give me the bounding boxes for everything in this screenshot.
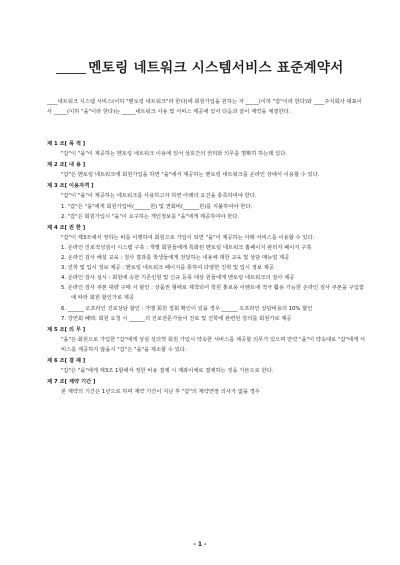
article-list-item: 3. 진학 및 입시 정보 제공 : 멘토링 네트워크 페이지를 통하여 다양한 진학 및 입시 정보 제공 bbox=[61, 265, 274, 272]
article-paragraph: 본 계약의 기간은 1년으로 하며 계약 기간이 지난 후 "갑"의 계약연장 의사가 없을 경우 bbox=[61, 389, 260, 396]
article-paragraph: "갑"은 "을"에게 제3조 1항에서 정한 비용 결제 시 계좌이체로 결제하는 것을 기본으로 한다. bbox=[61, 368, 274, 375]
articles-section bbox=[47, 138, 366, 397]
article-list-item: 2. "갑"은 회원가입시 "을"이 요구하는 개인정보를 "을"에게 제공하여야 한다. bbox=[61, 213, 240, 220]
article-paragraph: "갑"은 멘토링 네트워크에 회원가입을 하면 "을"에서 제공하는 멘토링 네트워크를 온라인 상에서 이용할 수 있다. bbox=[61, 172, 320, 179]
article-heading: 제 6 조[ 결 제 ] bbox=[47, 357, 86, 364]
document-title bbox=[0, 56, 400, 76]
article-heading: 제 1 조[ 목 적 ] bbox=[47, 141, 86, 147]
page-number: - 1 - bbox=[193, 541, 207, 548]
article-list-item: 6. ______ 오프라인 진로상담 할인 : 가맹 회원 정회 확인이 있을 경우 ______ 오프라인 상담비용의 10% 할인 bbox=[61, 305, 313, 312]
article-heading: 제 4 조[ 권 한 ] bbox=[47, 224, 86, 231]
article-heading: 제 3 조[ 이용자격 ] bbox=[47, 183, 94, 190]
article-list-item: 1. 온라인 진로적성검사 시스템 구축 : 개별 회원들에게 특화된 멘토링 네트워크 홈페이지 관리자 페이지 구축 bbox=[61, 244, 312, 251]
article-heading: 제 2 조[ 내 용 ] bbox=[47, 162, 86, 169]
article-paragraph: "갑"이 "을"이 제공하는 네트워크를 사용하고자 하면 아래의 요건을 충족하여야 한다. bbox=[61, 193, 257, 200]
article-list-item: 4. 온라인 검사 실시 : 회원에 속한 기존인원 및 신규 등록 대상 원들에게 멘토링 네트워크의 검사 제공 bbox=[61, 275, 295, 282]
article-list-item: 2. 온라인 검사 해설 교육 : 검사 결과를 학생들에게 전달하는 내용에 대한 교육 및 상담 매뉴얼 제공 bbox=[61, 255, 290, 262]
article-heading: 제 5 조[ 의 무 ] bbox=[47, 326, 86, 333]
article-paragraph: "을"은 회원으로 가입한 "갑"에게 성심 성의껏 회원 가입시 약속한 서비스를 제공할 의무가 있으며 만약 "을"이 약속대로 "갑"에게 서비스를 제공하지 않을시 "갑"은 "을"을 제소할 수 있다. bbox=[61, 336, 365, 353]
article-heading: 제 7 조[ 계약 기간 ] bbox=[47, 379, 96, 386]
article-paragraph: "갑"이 "을"이 제공하는 멘토링 네트워크 이용에 있어 상호간의 권리와 의무를 명확히 하는데 있다. bbox=[61, 151, 288, 158]
title-blank bbox=[56, 61, 86, 74]
title-text: 멘토링 네트워크 시스템서비스 표준계약서 bbox=[88, 60, 344, 76]
intro-paragraph: ____네트워크 시스템 서비스(이하 "멘토링 네트워크"라 한다)에 회원가입을 원하는 자 _____(이하 "갑"이라 한다)와 ____주식회사 대표이사 _____(이하 "을"이라 한다)는 _____네트워크 사용 및 서비스 제공에 있어 다음과 같이 계약을 체결한다. bbox=[47, 99, 362, 115]
article-list-item: 5. 온라인 검사 쿠폰 대량 구매 시 할인 : 상품권 형태로 제작되어 학원 홍보용 이벤트에 적극 활용 가능한 온라인 검사 쿠폰을 구입함에 따라 회원 할인가로 제공 bbox=[61, 285, 365, 302]
article-list-item: 7. 강연회 혜택: 회원 요청 시 ______의 진로전문가들이 진로 및 진학에 관련된 강의를 회원가로 제공 bbox=[61, 315, 292, 322]
article-paragraph: "갑"이 제3조에서 정하는 바를 이행하여 회원으로 가입이 되면 "을"이 제공하는 아래 서비스를 이용할 수 있다. bbox=[61, 234, 315, 241]
article-list-item: 1. "갑"은 "을"에게 회원가입비(______원) 및 연회비(______원)를 지불하여야 한다. bbox=[61, 203, 253, 210]
